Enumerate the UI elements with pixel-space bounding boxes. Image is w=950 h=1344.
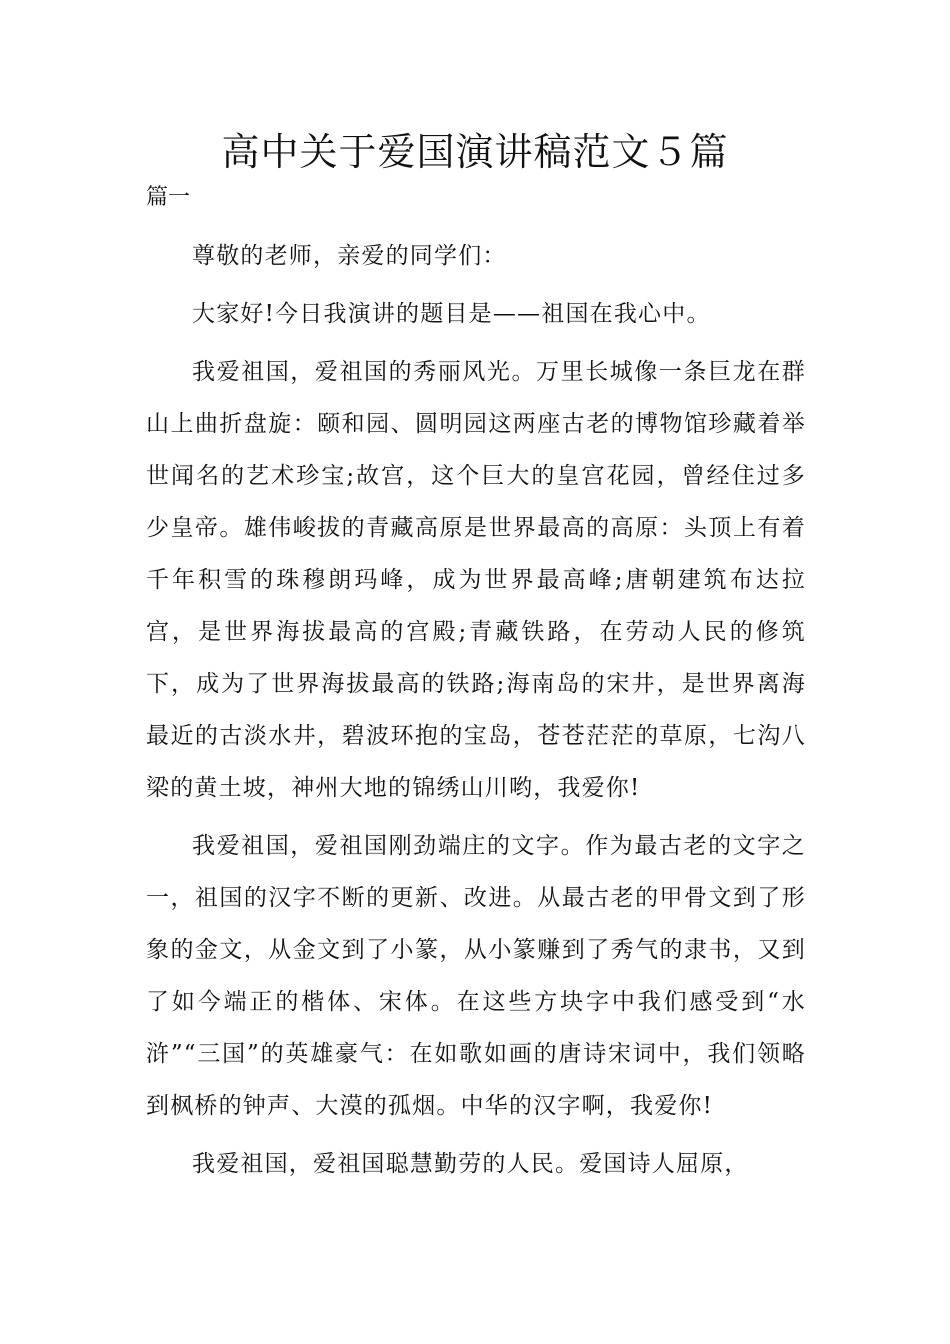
scenery-paragraph: 我爱祖国，爱祖国的秀丽风光。万里长城像一条巨龙在群山上曲折盘旋：颐和园、圆明园这两座古老的博物馆珍藏着举世闻名的艺术珍宝;故宫，这个巨大的皇宫花园，曾经住过多少皇帝。雄伟峻拔的青藏高原是世界最高的高原：头顶上有着千年积雪的珠穆朗玛峰，成为世界最高峰;唐朝建筑布达拉宫，是世界海拔最高的宫殿;青藏铁路，在劳动人民的修筑下，成为了世界海拔最高的铁路;海南岛的宋井，是世界离海最近的古淡水井，碧波环抱的宝岛，苍苍茫茫的草原，七沟八梁的黄土坡，神州大地的锦绣山川哟，我爱你! bbox=[146, 359, 806, 801]
body-text bbox=[146, 230, 806, 1196]
greeting-paragraph: 尊敬的老师，亲爱的同学们： bbox=[192, 243, 507, 269]
people-paragraph: 我爱祖国，爱祖国聪慧勤劳的人民。爱国诗人屈原， bbox=[192, 1151, 749, 1177]
intro-paragraph: 大家好!今日我演讲的题目是——祖国在我心中。 bbox=[192, 301, 711, 327]
characters-paragraph: 我爱祖国，爱祖国刚劲端庄的文字。作为最古老的文字之一，祖国的汉字不断的更新、改进。从最古老的甲骨文到了形象的金文，从金文到了小篆，从小篆赚到了秀气的隶书，又到了如今端正的楷体、宋体。在这些方块字中我们感受到“水浒”“三国”的英雄豪气：在如歌如画的唐诗宋词中，我们领略到枫桥的钟声、大漠的孤烟。中华的汉字啊，我爱你! bbox=[146, 833, 806, 1119]
document-title: 高中关于爱国演讲稿范文５篇 bbox=[221, 130, 729, 174]
section-heading: 篇一 bbox=[146, 185, 191, 210]
